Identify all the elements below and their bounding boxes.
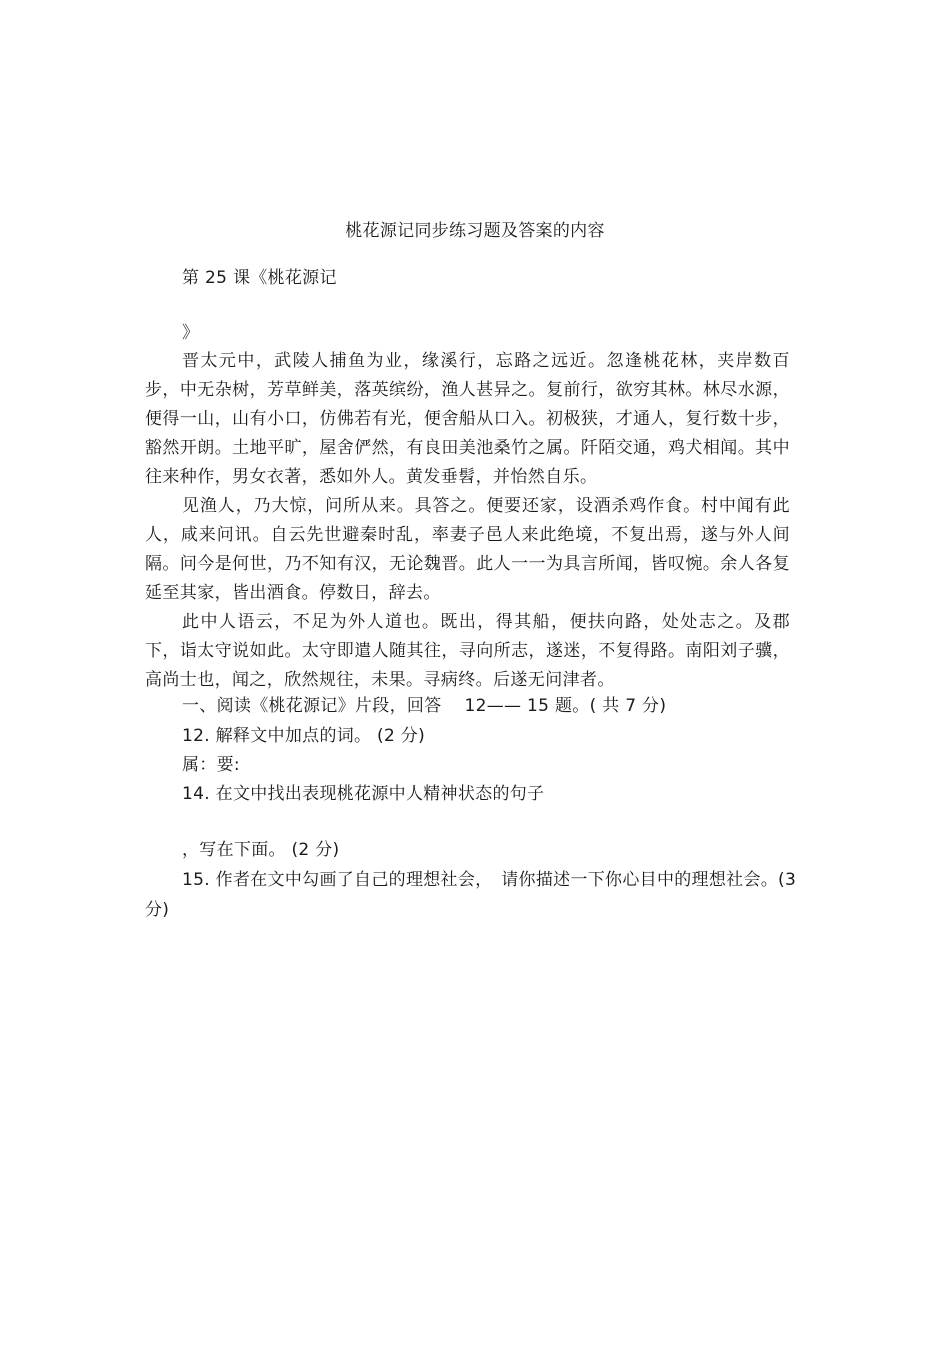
passage-text (145, 347, 790, 695)
document-title: 桃花源记同步练习题及答案的内容 (345, 221, 605, 241)
section-intro: 一、阅读《桃花源记》片段，回答 12—— 15 题。( 共 7 分) (182, 696, 667, 716)
lesson-heading-close: 》 (182, 323, 200, 343)
question-14: 14. 在文中找出表现桃花源中人精神状态的句子 (182, 784, 545, 804)
passage-paragraph-2: 见渔人，乃大惊，问所从来。具答之。便要还家，设酒杀鸡作食。村中闻有此人，咸来问讯。自云先世避秦时乱，率妻子邑人来此绝境，不复出焉，遂与外人间隔。问今是何世，乃不知有汉，无论魏晋。此人一一为具言所闻，皆叹惋。余人各复延至其家，皆出酒食。停数日，辞去。 (145, 496, 790, 603)
passage-paragraph-1: 晋太元中，武陵人捕鱼为业，缘溪行，忘路之远近。忽逢桃花林，夹岸数百步，中无杂树，芳草鲜美，落英缤纷，渔人甚异之。复前行，欲穷其林。林尽水源，便得一山，山有小口，仿佛若有光，便舍船从口入。初极狭，才通人，复行数十步，豁然开朗。土地平旷，屋舍俨然，有良田美池桑竹之属。阡陌交通，鸡犬相闻。其中往来种作，男女衣著，悉如外人。黄发垂髫，并怡然自乐。 (145, 351, 790, 487)
question-14-continuation: ，写在下面。 (2 分) (182, 840, 340, 860)
question-12: 12. 解释文中加点的词。 (2 分) (182, 726, 426, 746)
lesson-heading: 第 25 课《桃花源记 (182, 268, 337, 288)
passage-paragraph-3: 此中人语云，不足为外人道也。既出，得其船，便扶向路，处处志之。及郡下，诣太守说如此。太守即遣人随其往，寻向所志，遂迷，不复得路。南阳刘子骥，高尚士也，闻之，欣然规往，未果。寻病终。后遂无问津者。 (145, 612, 790, 690)
question-12-items: 属：要: (182, 755, 240, 775)
question-15: 15. 作者在文中勾画了自己的理想社会， 请你描述一下你心目中的理想社会。(3 分) (145, 870, 797, 920)
